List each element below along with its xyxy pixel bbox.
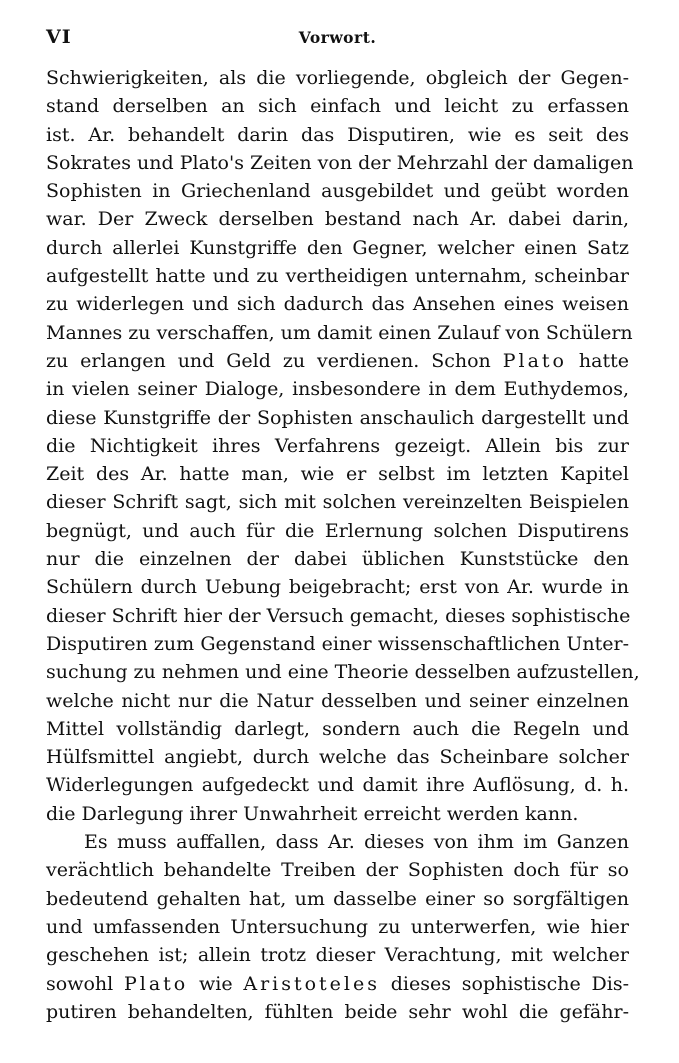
line-segment: durch allerlei Kunstgriffe den Gegner, welcher einen Satz [46, 236, 629, 259]
text-line [46, 658, 640, 686]
line-segment: Sophisten in Griechenland ausgebildet und geübt worden [46, 180, 629, 203]
line-segment: stand derselben an sich einfach und leicht zu erfassen [46, 95, 629, 118]
line-segment: zu erlangen und Geld zu verdienen. Schon [46, 349, 503, 372]
text-line [46, 573, 629, 601]
text-line [46, 347, 629, 375]
spaced-name: Plato [502, 349, 567, 372]
text-line [46, 885, 629, 913]
line-segment: nur die einzelnen der dabei üblichen Kunststücke den [46, 548, 629, 571]
text-line [46, 602, 629, 630]
text-line [46, 800, 629, 828]
line-segment: dieser Schrift sagt, sich mit solchen vereinzelten Beispielen [46, 491, 629, 514]
text-line [46, 205, 629, 233]
line-segment: Sokrates und Plato's Zeiten von der Mehrzahl der damaligen [46, 151, 634, 174]
text-line [46, 432, 629, 460]
line-segment: welche nicht nur die Natur desselben und seiner einzelnen [46, 689, 629, 712]
line-segment: wie [188, 972, 244, 995]
line-segment: war. Der Zweck derselben bestand nach Ar. dabei darin, [46, 208, 629, 231]
text-line [46, 234, 629, 262]
line-segment: ist. Ar. behandelt darin das Disputiren, wie es seit des [46, 123, 629, 146]
text-line [46, 121, 629, 149]
line-segment: Widerlegungen aufgedeckt und damit ihre Auflösung, d. h. [46, 774, 629, 797]
line-segment: Hülfsmittel angiebt, durch welche das Scheinbare solcher [46, 746, 629, 769]
line-segment: die Darlegung ihrer Unwahrheit erreicht werden kann. [46, 802, 579, 825]
line-segment: putiren behandelten, fühlten beide sehr wohl die gefähr- [46, 1000, 629, 1023]
line-segment: dieses sophistische Dis- [380, 972, 629, 995]
text-line [46, 687, 629, 715]
line-segment: Schülern durch Uebung beigebracht; erst von Ar. wurde in [46, 576, 629, 599]
page-header [46, 26, 629, 58]
text-line [46, 488, 629, 516]
line-segment: bedeutend gehalten hat, um dasselbe einer so sorgfältigen [46, 887, 629, 910]
text-line [46, 545, 629, 573]
line-segment: aufgestellt hatte und zu vertheidigen unternahm, scheinbar [46, 265, 629, 288]
text-line [46, 404, 629, 432]
line-segment: dieser Schrift hier der Versuch gemacht, dieses sophistische [46, 604, 631, 627]
spaced-name: Plato [123, 972, 189, 995]
text-line [46, 262, 629, 290]
line-segment: Mannes zu verschaffen, um damit einen Zulauf von Schülern [46, 321, 633, 344]
text-line [46, 375, 629, 403]
line-segment: zu widerlegen und sich dadurch das Ansehen eines weisen [46, 293, 629, 316]
text-line [46, 290, 629, 318]
text-line [46, 913, 629, 941]
line-segment: Schwierigkeiten, als die vorliegende, obgleich der Gegen- [46, 67, 629, 89]
spaced-name: Aristoteles [243, 972, 380, 995]
text-line [46, 319, 633, 347]
text-line [46, 970, 629, 998]
text-line [46, 715, 629, 743]
text-line [46, 941, 629, 969]
line-segment: begnügt, und auch für die Erlernung solchen Disputirens [46, 519, 629, 542]
line-segment: die Nichtigkeit ihres Verfahrens gezeigt. Allein bis zur [46, 434, 629, 457]
line-segment: Zeit des Ar. hatte man, wie er selbst im letzten Kapitel [46, 463, 629, 486]
line-segment: Mittel vollständig darlegt, sondern auch die Regeln und [46, 717, 629, 740]
line-segment: verächtlich behandelte Treiben der Sophisten doch für so [46, 859, 629, 882]
line-segment: in vielen seiner Dialoge, insbesondere in dem Euthydemos, [46, 378, 629, 401]
line-segment: und umfassenden Untersuchung zu unterwerfen, wie hier [46, 915, 629, 938]
text-line [46, 856, 629, 884]
text-line [46, 630, 629, 658]
line-segment: diese Kunstgriffe der Sophisten anschaulich dargestellt und [46, 406, 629, 429]
line-segment: geschehen ist; allein trotz dieser Verachtung, mit welcher [46, 944, 629, 967]
text-line [46, 149, 634, 177]
line-segment: Disputiren zum Gegenstand einer wissenschaftlichen Unter- [46, 632, 629, 655]
line-segment: Es muss auffallen, dass Ar. dieses von ihm im Ganzen [84, 831, 629, 854]
text-line [46, 998, 629, 1026]
text-line [46, 771, 629, 799]
text-line [46, 517, 629, 545]
text-line [46, 64, 629, 92]
text-line [46, 460, 629, 488]
line-segment: hatte [566, 349, 629, 372]
text-line [46, 743, 629, 771]
page-number: VI [46, 26, 72, 48]
text-line [46, 828, 629, 856]
line-segment: sowohl [46, 972, 124, 995]
line-segment: suchung zu nehmen und eine Theorie desselben aufzustellen, [46, 661, 640, 684]
text-line [46, 92, 629, 120]
body-text [46, 64, 640, 1026]
running-head: Vorwort. [298, 28, 377, 47]
text-line [46, 177, 629, 205]
